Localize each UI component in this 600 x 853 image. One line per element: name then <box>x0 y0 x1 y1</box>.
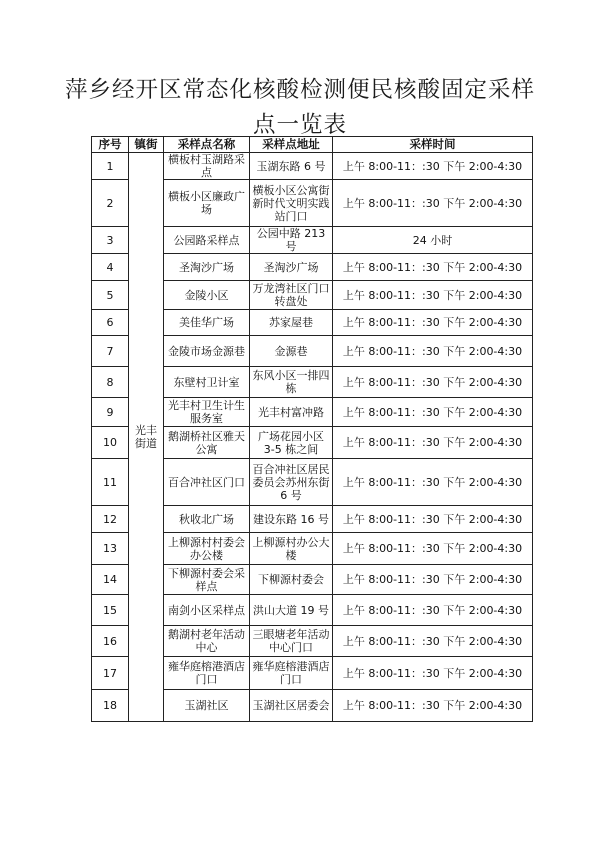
row-name: 玉湖社区 <box>164 690 250 722</box>
row-name: 金陵市场金源巷 <box>164 336 250 367</box>
row-address: 雍华庭榕港酒店门口 <box>250 657 333 690</box>
row-address: 东风小区一排四栋 <box>250 367 333 398</box>
table-header-row <box>92 137 533 153</box>
row-name: 东壁村卫计室 <box>164 367 250 398</box>
row-address: 玉湖社区居委会 <box>250 690 333 722</box>
table-row <box>92 153 533 180</box>
row-index: 6 <box>92 310 129 336</box>
row-address: 万龙湾社区门口转盘处 <box>250 281 333 310</box>
row-index: 8 <box>92 367 129 398</box>
row-index: 11 <box>92 459 129 506</box>
row-address: 公园中路 213 号 <box>250 227 333 254</box>
row-time: 上午 8:00-11：:30 下午 2:00-4:30 <box>333 254 533 281</box>
row-name: 百合冲社区门口 <box>164 459 250 506</box>
row-index: 17 <box>92 657 129 690</box>
row-time: 上午 8:00-11：:30 下午 2:00-4:30 <box>333 657 533 690</box>
sampling-points-table <box>91 136 533 722</box>
row-index: 4 <box>92 254 129 281</box>
row-time: 上午 8:00-11：:30 下午 2:00-4:30 <box>333 180 533 227</box>
row-address: 三眼塘老年活动中心门口 <box>250 626 333 657</box>
row-time: 上午 8:00-11：:30 下午 2:00-4:30 <box>333 153 533 180</box>
page-title: 萍乡经开区常态化核酸检测便民核酸固定采样点一览表 <box>64 77 535 138</box>
row-name: 南剑小区采样点 <box>164 595 250 626</box>
row-index: 1 <box>92 153 129 180</box>
header-town: 镇街 <box>129 137 164 153</box>
row-name: 美佳华广场 <box>164 310 250 336</box>
row-index: 13 <box>92 533 129 565</box>
row-time: 上午 8:00-11：:30 下午 2:00-4:30 <box>333 533 533 565</box>
row-index: 2 <box>92 180 129 227</box>
row-name: 光丰村卫生计生服务室 <box>164 398 250 427</box>
row-index: 7 <box>92 336 129 367</box>
row-name: 金陵小区 <box>164 281 250 310</box>
row-name: 横板村玉湖路采点 <box>164 153 250 180</box>
row-address: 下柳源村委会 <box>250 565 333 595</box>
row-name: 鹅湖村老年活动中心 <box>164 626 250 657</box>
row-name: 上柳源村村委会办公楼 <box>164 533 250 565</box>
row-time: 上午 8:00-11：:30 下午 2:00-4:30 <box>333 459 533 506</box>
row-time: 上午 8:00-11：:30 下午 2:00-4:30 <box>333 565 533 595</box>
row-address: 圣淘沙广场 <box>250 254 333 281</box>
row-address: 玉湖东路 6 号 <box>250 153 333 180</box>
row-index: 18 <box>92 690 129 722</box>
row-name: 秋收北广场 <box>164 506 250 533</box>
row-time: 上午 8:00-11：:30 下午 2:00-4:30 <box>333 595 533 626</box>
row-index: 12 <box>92 506 129 533</box>
row-address: 苏家屋巷 <box>250 310 333 336</box>
row-index: 14 <box>92 565 129 595</box>
row-time: 上午 8:00-11：:30 下午 2:00-4:30 <box>333 281 533 310</box>
row-name: 鹅湖桥社区雅天公寓 <box>164 427 250 459</box>
row-time: 上午 8:00-11：:30 下午 2:00-4:30 <box>333 367 533 398</box>
row-address: 光丰村富冲路 <box>250 398 333 427</box>
header-index: 序号 <box>92 137 129 153</box>
row-name: 圣淘沙广场 <box>164 254 250 281</box>
row-address: 建设东路 16 号 <box>250 506 333 533</box>
town-cell: 光丰街道 <box>129 153 164 722</box>
row-address: 洪山大道 19 号 <box>250 595 333 626</box>
row-name: 下柳源村委会采样点 <box>164 565 250 595</box>
row-time: 上午 8:00-11：:30 下午 2:00-4:30 <box>333 506 533 533</box>
row-time: 上午 8:00-11：:30 下午 2:00-4:30 <box>333 310 533 336</box>
row-index: 5 <box>92 281 129 310</box>
table-body <box>92 153 533 722</box>
row-address: 横板小区公寓街新时代文明实践站门口 <box>250 180 333 227</box>
row-time: 上午 8:00-11：:30 下午 2:00-4:30 <box>333 427 533 459</box>
row-index: 3 <box>92 227 129 254</box>
header-time: 采样时间 <box>333 137 533 153</box>
header-name: 采样点名称 <box>164 137 250 153</box>
row-name: 横板小区廉政广场 <box>164 180 250 227</box>
row-index: 15 <box>92 595 129 626</box>
row-time: 上午 8:00-11：:30 下午 2:00-4:30 <box>333 690 533 722</box>
row-time: 上午 8:00-11：:30 下午 2:00-4:30 <box>333 336 533 367</box>
row-time: 上午 8:00-11：:30 下午 2:00-4:30 <box>333 626 533 657</box>
row-time: 上午 8:00-11：:30 下午 2:00-4:30 <box>333 398 533 427</box>
header-address: 采样点地址 <box>250 137 333 153</box>
row-index: 10 <box>92 427 129 459</box>
row-index: 9 <box>92 398 129 427</box>
row-name: 公园路采样点 <box>164 227 250 254</box>
row-address: 上柳源村办公大楼 <box>250 533 333 565</box>
row-address: 金源巷 <box>250 336 333 367</box>
row-name: 雍华庭榕港酒店门口 <box>164 657 250 690</box>
row-time: 24 小时 <box>333 227 533 254</box>
row-address: 广场花园小区 3-5 栋之间 <box>250 427 333 459</box>
row-address: 百合冲社区居民委员会苏州东街 6 号 <box>250 459 333 506</box>
row-index: 16 <box>92 626 129 657</box>
